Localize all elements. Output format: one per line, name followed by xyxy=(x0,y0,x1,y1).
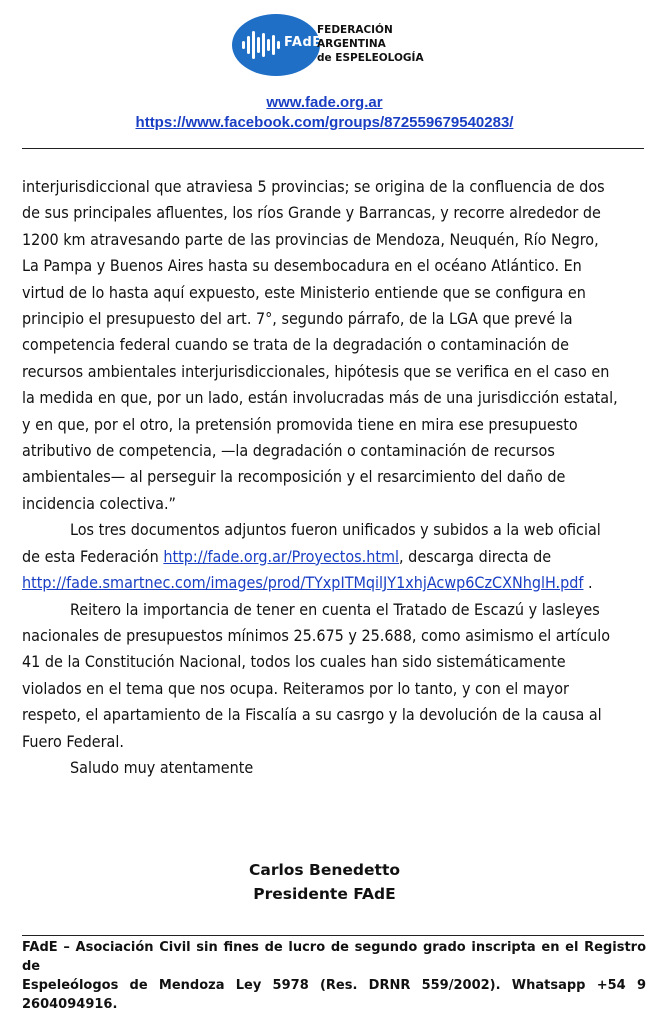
signer-name: Carlos Benedetto xyxy=(248,861,400,879)
header-links xyxy=(0,93,649,133)
letterhead xyxy=(0,0,649,150)
text-line xyxy=(22,570,642,596)
footer-line: Espeleólogos de Mendoza Ley 5978 (Res. DRNR 559/2002). Whatsapp +54 9 2604094916. xyxy=(22,978,646,1012)
letter-body xyxy=(22,174,642,781)
text-line: 41 de la Constitución Nacional, todos los cuales han sido sistemáticamente xyxy=(22,652,566,672)
text-line: violados en el tema que nos ocupa. Reiteramos por lo tanto, y con el mayor xyxy=(22,678,569,698)
logo-organization-name xyxy=(317,23,424,65)
fade-logo xyxy=(232,10,442,82)
text-line xyxy=(22,544,642,570)
footer-divider xyxy=(22,935,644,936)
text-fragment: de esta Federación xyxy=(22,546,164,566)
text-line: nacionales de presupuestos mínimos 25.675 y 25.688, como asimismo el artículo xyxy=(22,625,610,645)
paragraph-escazu xyxy=(22,597,642,755)
text-line: Reitero la importancia de tener en cuenta el Tratado de Escazú y lasleyes xyxy=(70,599,600,619)
text-line: atributivo de competencia, —la degradación o contaminación de recursos xyxy=(22,441,555,461)
proyectos-link[interactable]: http://fade.org.ar/Proyectos.html xyxy=(163,546,400,566)
footer xyxy=(22,938,646,1014)
text-line: recursos ambientales interjurisdiccionales, hipótesis que se verifica en el caso en xyxy=(22,361,610,381)
text-line: la medida en que, por un lado, están involucradas más de una jurisdicción estatal, xyxy=(22,388,618,408)
website-link[interactable]: www.fade.org.ar xyxy=(266,94,383,111)
text-line: y en que, por el otro, la pretensión promovida tiene en mira ese presupuesto xyxy=(22,414,578,434)
text-line: ambientales— al perseguir la recomposición y el resarcimiento del daño de xyxy=(22,467,566,487)
text-line: Fuero Federal. xyxy=(22,731,124,751)
text-line: Saludo muy atentamente xyxy=(70,757,254,777)
facebook-link[interactable]: https://www.facebook.com/groups/872559679540283/ xyxy=(135,114,514,131)
pdf-download-link[interactable]: http://fade.smartnec.com/images/prod/TYxpITMqilJY1xhjAcwp6CzCXNhglH.pdf xyxy=(22,573,584,593)
paragraph-quote xyxy=(22,174,642,517)
signer-title: Presidente FAdE xyxy=(253,885,396,903)
footer-line: FAdE – Asociación Civil sin fines de lucro de segundo grado inscripta en el Registro de xyxy=(22,940,646,974)
text-fragment: , descarga directa de xyxy=(399,546,552,566)
header-divider xyxy=(22,148,644,149)
logo-name-line: ARGENTINA xyxy=(317,38,386,50)
text-line: respeto, el apartamiento de la Fiscalía a su casrgo y la devolución de la causa al xyxy=(22,705,602,725)
logo-name-line: FEDERACIÓN xyxy=(317,24,393,36)
signature-block xyxy=(0,858,649,906)
text-line: virtud de lo hasta aquí expuesto, este Ministerio entiende que se configura en xyxy=(22,282,586,302)
logo-name-line: de ESPELEOLOGÍA xyxy=(317,52,424,64)
text-line: Los tres documentos adjuntos fueron unificados y subidos a la web oficial xyxy=(70,520,601,540)
cave-soundwave-icon xyxy=(240,28,284,62)
text-line: 1200 km atravesando parte de las provincias de Mendoza, Neuquén, Río Negro, xyxy=(22,229,599,249)
text-line: principio el presupuesto del art. 7°, segundo párrafo, de la LGA que prevé la xyxy=(22,309,573,329)
text-line: La Pampa y Buenos Aires hasta su desembocadura en el océano Atlántico. En xyxy=(22,256,582,276)
logo-abbreviation: FAdE xyxy=(284,35,322,50)
text-fragment: . xyxy=(583,573,593,593)
paragraph-documents xyxy=(22,517,642,596)
closing-line xyxy=(22,755,642,781)
text-line: interjurisdiccional que atraviesa 5 provincias; se origina de la confluencia de dos xyxy=(22,177,605,196)
text-line: competencia federal cuando se trata de la degradación o contaminación de xyxy=(22,335,570,355)
text-line: incidencia colectiva.” xyxy=(22,493,176,513)
text-line: de sus principales afluentes, los ríos Grande y Barrancas, y recorre alrededor de xyxy=(22,203,601,223)
